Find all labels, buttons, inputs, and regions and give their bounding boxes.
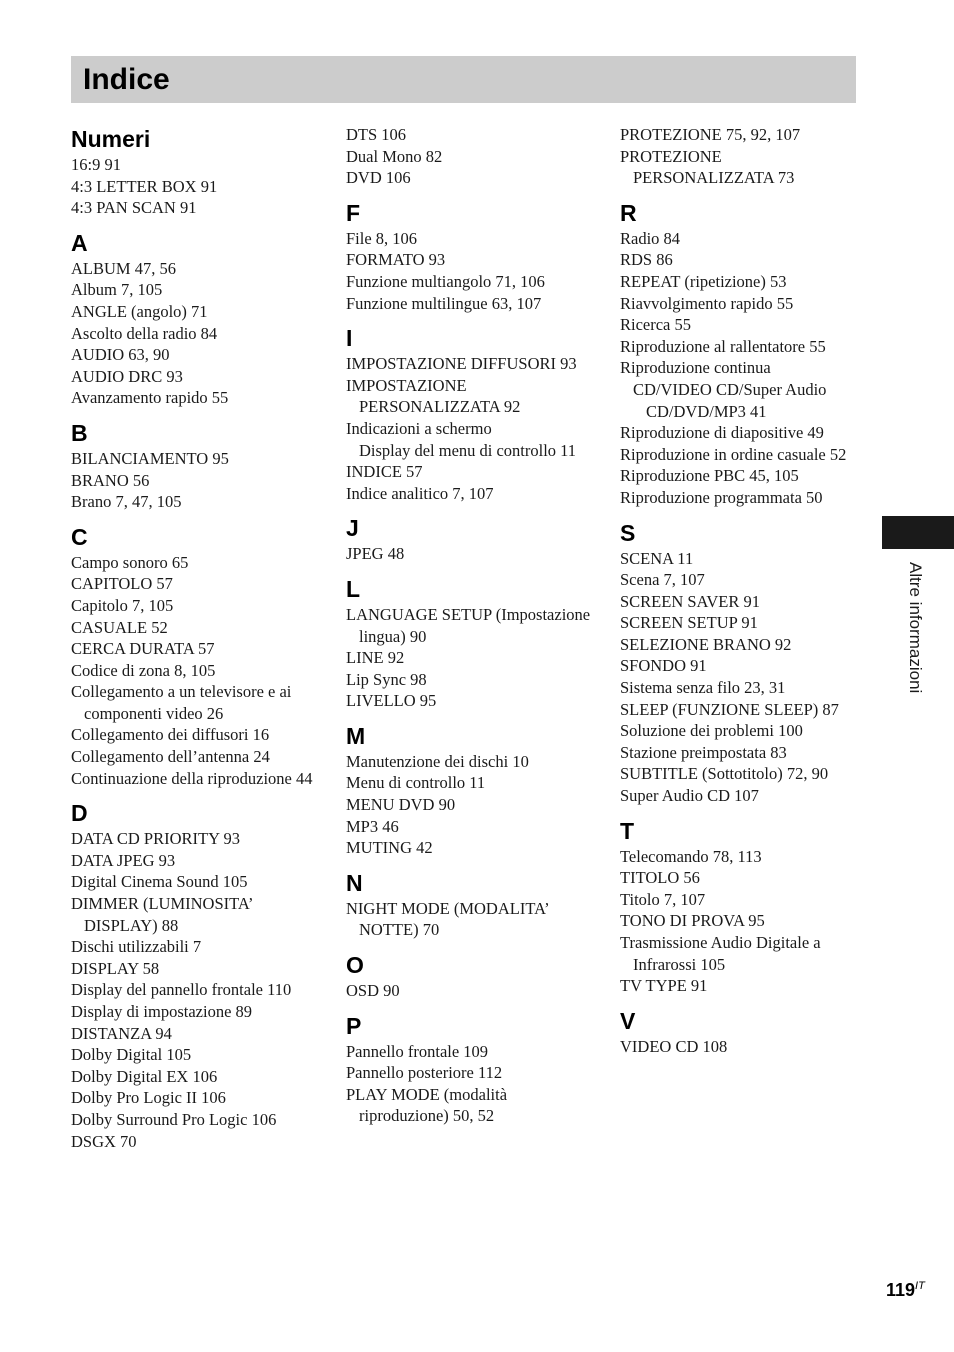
index-entry: SFONDO 91 bbox=[620, 656, 707, 676]
index-entry: LINE 92 bbox=[346, 648, 405, 668]
index-entry: BILANCIAMENTO 95 bbox=[71, 448, 229, 468]
index-entry: OSD 90 bbox=[346, 981, 400, 1001]
section-tab-marker bbox=[882, 516, 954, 549]
index-column-3 bbox=[620, 124, 860, 1057]
page-number-value: 119 bbox=[886, 1280, 916, 1300]
index-column-2 bbox=[346, 124, 596, 1127]
index-entry: Pannello frontale 109 bbox=[346, 1041, 489, 1061]
index-section bbox=[620, 1006, 860, 1058]
index-section bbox=[346, 721, 596, 859]
index-entry: TV TYPE 91 bbox=[620, 976, 708, 996]
index-entry: VIDEO CD 108 bbox=[620, 1036, 728, 1056]
index-entry: DIMMER (LUMINOSITA’ DISPLAY) 88 bbox=[71, 894, 253, 935]
index-entry: DATA CD PRIORITY 93 bbox=[71, 829, 241, 849]
index-entry: Ricerca 55 bbox=[620, 315, 692, 335]
index-entry: TITOLO 56 bbox=[620, 868, 700, 888]
index-entry: Pannello posteriore 112 bbox=[346, 1063, 503, 1083]
section-letter-heading: N bbox=[346, 869, 363, 896]
section-letter-heading: D bbox=[71, 800, 88, 827]
index-entry: FORMATO 93 bbox=[346, 250, 446, 270]
index-entry: Riproduzione programmata 50 bbox=[620, 487, 823, 507]
index-section bbox=[346, 124, 596, 189]
index-entry: DISPLAY 58 bbox=[71, 958, 160, 978]
index-entry: Continuazione della riproduzione 44 bbox=[71, 768, 313, 788]
index-section bbox=[620, 518, 860, 807]
index-entry: IMPOSTAZIONE DIFFUSORI 93 bbox=[346, 354, 577, 374]
index-entry: Capitolo 7, 105 bbox=[71, 595, 174, 615]
index-entry: DISTANZA 94 bbox=[71, 1023, 172, 1043]
page-title: Indice bbox=[83, 63, 170, 96]
index-entry: Riproduzione di diapositive 49 bbox=[620, 423, 824, 443]
index-entry: NIGHT MODE (MODALITA’ NOTTE) 70 bbox=[346, 898, 549, 940]
section-letter-heading: J bbox=[346, 515, 359, 542]
index-entry: PLAY MODE (modalità riproduzione) 50, 52 bbox=[346, 1084, 508, 1126]
page-number-suffix: IT bbox=[915, 1280, 925, 1292]
index-entry: Avanzamento rapido 55 bbox=[71, 388, 229, 408]
index-entry: Dolby Digital EX 106 bbox=[71, 1066, 218, 1086]
index-section bbox=[346, 950, 596, 1002]
index-entry: Collegamento dell’antenna 24 bbox=[71, 747, 270, 767]
index-entry: Menu di controllo 11 bbox=[346, 773, 486, 793]
index-entry: PROTEZIONE PERSONALIZZATA 73 bbox=[620, 146, 795, 188]
index-entry: 4:3 PAN SCAN 91 bbox=[71, 198, 197, 218]
index-entry: Riproduzione in ordine casuale 52 bbox=[620, 444, 847, 464]
index-section bbox=[620, 198, 860, 509]
index-entry: CD/VIDEO CD/Super Audio CD/DVD/MP3 41 bbox=[633, 379, 827, 421]
index-entry: Codice di zona 8, 105 bbox=[71, 660, 216, 680]
index-section bbox=[346, 513, 596, 565]
index-section bbox=[71, 522, 321, 790]
index-entry: Indicazioni a schermo bbox=[346, 418, 492, 438]
index-entry: Titolo 7, 107 bbox=[620, 889, 706, 909]
index-entry: Scena 7, 107 bbox=[620, 570, 705, 590]
index-section bbox=[346, 198, 596, 314]
index-entry: DATA JPEG 93 bbox=[71, 850, 176, 870]
index-section bbox=[346, 868, 596, 941]
index-entry: Display del pannello frontale 110 bbox=[71, 980, 292, 1000]
index-entry: CASUALE 52 bbox=[71, 617, 168, 637]
index-entry: 16:9 91 bbox=[71, 155, 121, 174]
index-entry: SUBTITLE (Sottotitolo) 72, 90 bbox=[620, 764, 829, 784]
index-entry: MENU DVD 90 bbox=[346, 795, 456, 815]
index-entry: SELEZIONE BRANO 92 bbox=[620, 634, 792, 654]
index-entry: Riavvolgimento rapido 55 bbox=[620, 293, 794, 313]
title-bar bbox=[71, 56, 856, 103]
index-entry: Super Audio CD 107 bbox=[620, 786, 759, 806]
index-section bbox=[620, 816, 860, 997]
index-entry: INDICE 57 bbox=[346, 462, 423, 482]
index-entry: Radio 84 bbox=[620, 228, 681, 248]
section-letter-heading: F bbox=[346, 199, 361, 226]
index-entry: DSGX 70 bbox=[71, 1131, 137, 1151]
index-section bbox=[71, 124, 321, 219]
index-entry: SCENA 11 bbox=[620, 548, 694, 568]
index-entry: Funzione multilingue 63, 107 bbox=[346, 293, 542, 313]
section-side-label: Altre informazioni bbox=[906, 562, 925, 694]
index-entry: CERCA DURATA 57 bbox=[71, 639, 215, 659]
index-section bbox=[71, 798, 321, 1152]
index-entry: MP3 46 bbox=[346, 816, 399, 836]
index-section bbox=[346, 1011, 596, 1127]
index-section bbox=[346, 323, 596, 504]
index-column-1 bbox=[71, 124, 321, 1152]
section-letter-heading: M bbox=[346, 722, 366, 749]
section-letter-heading: S bbox=[620, 519, 636, 546]
index-entry: Collegamento dei diffusori 16 bbox=[71, 725, 270, 745]
index-entry: Funzione multiangolo 71, 106 bbox=[346, 271, 545, 291]
index-entry: Lip Sync 98 bbox=[346, 669, 427, 689]
index-entry: TONO DI PROVA 95 bbox=[620, 911, 765, 931]
index-section bbox=[71, 228, 321, 409]
index-entry: DTS 106 bbox=[346, 125, 407, 144]
section-letter-heading: C bbox=[71, 523, 88, 550]
index-entry: LIVELLO 95 bbox=[346, 691, 437, 711]
index-entry: Manutenzione dei dischi 10 bbox=[346, 751, 529, 771]
index-entry: Riproduzione PBC 45, 105 bbox=[620, 466, 799, 486]
index-entry: Brano 7, 47, 105 bbox=[71, 492, 182, 512]
index-entry: Dolby Surround Pro Logic 106 bbox=[71, 1109, 277, 1129]
index-entry: MUTING 42 bbox=[346, 838, 433, 858]
index-entry: Album 7, 105 bbox=[71, 280, 163, 300]
index-entry: ANGLE (angolo) 71 bbox=[71, 301, 208, 321]
index-entry: SCREEN SETUP 91 bbox=[620, 613, 758, 633]
index-entry: Riproduzione al rallentatore 55 bbox=[620, 336, 826, 356]
index-entry: JPEG 48 bbox=[346, 544, 405, 564]
index-entry: AUDIO DRC 93 bbox=[71, 366, 183, 386]
section-letter-heading: R bbox=[620, 199, 637, 226]
section-letter-heading: V bbox=[620, 1007, 636, 1034]
index-entry: CAPITOLO 57 bbox=[71, 574, 173, 594]
index-entry: Stazione preimpostata 83 bbox=[620, 742, 787, 762]
index-entry: Indice analitico 7, 107 bbox=[346, 483, 494, 503]
index-entry: Sistema senza filo 23, 31 bbox=[620, 678, 786, 698]
index-entry: 4:3 LETTER BOX 91 bbox=[71, 176, 218, 196]
index-entry: Dolby Digital 105 bbox=[71, 1045, 192, 1065]
section-letter-heading: P bbox=[346, 1012, 362, 1039]
section-letter-heading: Numeri bbox=[71, 126, 151, 152]
index-entry: LANGUAGE SETUP (Impostazione lingua) 90 bbox=[346, 604, 591, 646]
index-entry: Campo sonoro 65 bbox=[71, 552, 189, 572]
index-entry: Dischi utilizzabili 7 bbox=[71, 937, 202, 957]
section-letter-heading: B bbox=[71, 419, 88, 446]
index-entry: Dual Mono 82 bbox=[346, 146, 443, 166]
index-entry: Ascolto della radio 84 bbox=[71, 323, 218, 343]
index-entry: Riproduzione continua bbox=[620, 358, 771, 378]
index-entry: Dolby Pro Logic II 106 bbox=[71, 1088, 226, 1108]
index-entry: SLEEP (FUNZIONE SLEEP) 87 bbox=[620, 699, 839, 719]
index-entry: Telecomando 78, 113 bbox=[620, 846, 762, 866]
index-entry: PROTEZIONE 75, 92, 107 bbox=[620, 125, 801, 144]
index-entry: REPEAT (ripetizione) 53 bbox=[620, 271, 787, 291]
section-letter-heading: A bbox=[71, 229, 88, 256]
index-entry: RDS 86 bbox=[620, 250, 673, 270]
index-section bbox=[620, 124, 860, 189]
index-entry: Soluzione dei problemi 100 bbox=[620, 721, 803, 741]
index-entry: DVD 106 bbox=[346, 168, 411, 188]
index-entry: Collegamento a un televisore e ai componenti video 26 bbox=[71, 682, 292, 723]
index-entry: Display di impostazione 89 bbox=[71, 1002, 253, 1021]
index-section bbox=[346, 574, 596, 712]
index-entry: IMPOSTAZIONE PERSONALIZZATA 92 bbox=[346, 375, 521, 417]
index-entry: Trasmissione Audio Digitale a Infrarossi 105 bbox=[620, 933, 821, 974]
index-entry: Display del menu di controllo 11 bbox=[359, 440, 577, 460]
index-entry: BRANO 56 bbox=[71, 470, 150, 490]
index-entry: File 8, 106 bbox=[346, 228, 418, 248]
page-number bbox=[886, 1280, 925, 1301]
section-letter-heading: I bbox=[346, 325, 353, 352]
section-letter-heading: T bbox=[620, 817, 635, 844]
section-letter-heading: L bbox=[346, 575, 361, 602]
index-section bbox=[71, 418, 321, 513]
section-letter-heading: O bbox=[346, 952, 364, 979]
index-entry: Digital Cinema Sound 105 bbox=[71, 872, 248, 892]
index-entry: SCREEN SAVER 91 bbox=[620, 591, 760, 611]
index-entry: AUDIO 63, 90 bbox=[71, 345, 170, 365]
index-entry: ALBUM 47, 56 bbox=[71, 258, 176, 278]
